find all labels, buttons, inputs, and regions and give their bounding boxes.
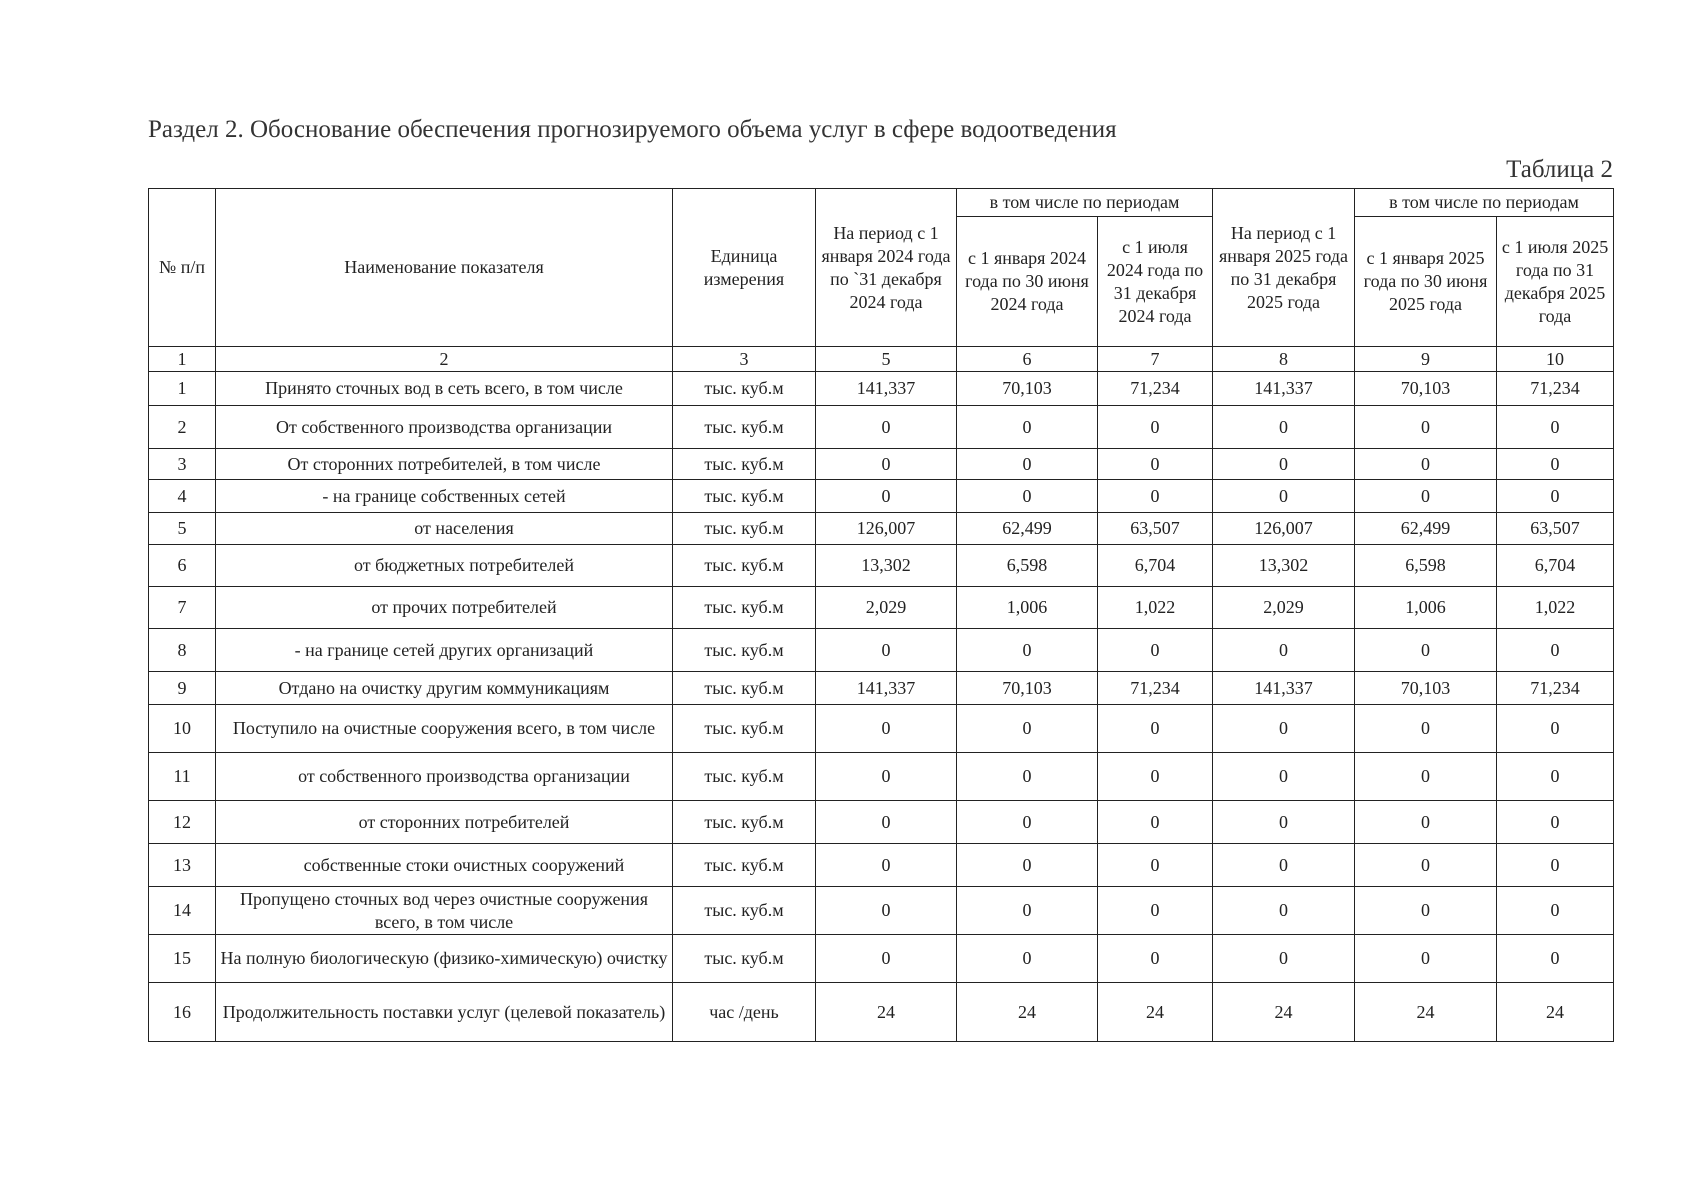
cell-h2-2024: 24 xyxy=(1098,983,1213,1042)
row-name: собственные стоки очистных сооружений xyxy=(216,844,673,887)
row-unit: тыс. куб.м xyxy=(673,587,816,629)
row-name: Отдано на очистку другим коммуникациям xyxy=(216,672,673,705)
row-name: - на границе сетей других организаций xyxy=(216,629,673,672)
cell-h2-2025: 0 xyxy=(1497,801,1614,844)
cell-h1-2025: 0 xyxy=(1355,887,1497,935)
cell-h2-2025: 0 xyxy=(1497,449,1614,480)
table-row xyxy=(149,545,1614,587)
cell-total-2024: 0 xyxy=(816,935,957,983)
row-unit: тыс. куб.м xyxy=(673,449,816,480)
header-h2-2024: с 1 июля 2024 года по 31 декабря 2024 года xyxy=(1098,217,1213,347)
row-name: от сторонних потребителей xyxy=(216,801,673,844)
col-index: 2 xyxy=(216,347,673,372)
row-name: От сторонних потребителей, в том числе xyxy=(216,449,673,480)
cell-total-2025: 141,337 xyxy=(1213,372,1355,406)
row-number: 6 xyxy=(149,545,216,587)
cell-h1-2025: 62,499 xyxy=(1355,513,1497,545)
cell-h1-2024: 0 xyxy=(957,887,1098,935)
header-period-2025: На период с 1 января 2025 года по 31 декабря 2025 года xyxy=(1213,189,1355,347)
col-index: 6 xyxy=(957,347,1098,372)
cell-h1-2025: 24 xyxy=(1355,983,1497,1042)
row-unit: тыс. куб.м xyxy=(673,801,816,844)
cell-h1-2025: 0 xyxy=(1355,406,1497,449)
cell-total-2024: 0 xyxy=(816,753,957,801)
col-index: 3 xyxy=(673,347,816,372)
cell-h2-2025: 0 xyxy=(1497,480,1614,513)
cell-h2-2024: 0 xyxy=(1098,801,1213,844)
row-number: 16 xyxy=(149,983,216,1042)
row-unit: тыс. куб.м xyxy=(673,705,816,753)
row-name: Поступило на очистные сооружения всего, в том числе xyxy=(216,705,673,753)
cell-h1-2025: 70,103 xyxy=(1355,672,1497,705)
table-row xyxy=(149,672,1614,705)
row-unit: тыс. куб.м xyxy=(673,513,816,545)
cell-total-2025: 2,029 xyxy=(1213,587,1355,629)
row-number: 11 xyxy=(149,753,216,801)
cell-h1-2024: 62,499 xyxy=(957,513,1098,545)
cell-total-2024: 0 xyxy=(816,705,957,753)
cell-h1-2024: 0 xyxy=(957,480,1098,513)
row-name: На полную биологическую (физико-химическую) очистку xyxy=(216,935,673,983)
cell-total-2025: 0 xyxy=(1213,801,1355,844)
table-row xyxy=(149,513,1614,545)
table-row xyxy=(149,983,1614,1042)
cell-h1-2024: 0 xyxy=(957,705,1098,753)
cell-h2-2024: 0 xyxy=(1098,753,1213,801)
cell-total-2025: 0 xyxy=(1213,629,1355,672)
header-h2-2025: с 1 июля 2025 года по 31 декабря 2025 года xyxy=(1497,217,1614,347)
row-unit: час /день xyxy=(673,983,816,1042)
cell-total-2025: 13,302 xyxy=(1213,545,1355,587)
cell-total-2024: 2,029 xyxy=(816,587,957,629)
cell-h1-2025: 0 xyxy=(1355,629,1497,672)
row-unit: тыс. куб.м xyxy=(673,372,816,406)
row-name: от прочих потребителей xyxy=(216,587,673,629)
row-number: 13 xyxy=(149,844,216,887)
col-index: 7 xyxy=(1098,347,1213,372)
cell-h1-2024: 0 xyxy=(957,629,1098,672)
cell-h1-2025: 0 xyxy=(1355,801,1497,844)
cell-h1-2024: 0 xyxy=(957,449,1098,480)
cell-h1-2025: 1,006 xyxy=(1355,587,1497,629)
cell-total-2024: 24 xyxy=(816,983,957,1042)
cell-h2-2025: 0 xyxy=(1497,887,1614,935)
cell-total-2024: 0 xyxy=(816,406,957,449)
column-index-row xyxy=(149,347,1614,372)
row-unit: тыс. куб.м xyxy=(673,844,816,887)
row-name: - на границе собственных сетей xyxy=(216,480,673,513)
row-unit: тыс. куб.м xyxy=(673,887,816,935)
cell-h1-2024: 0 xyxy=(957,753,1098,801)
cell-h2-2025: 0 xyxy=(1497,844,1614,887)
cell-total-2025: 0 xyxy=(1213,480,1355,513)
header-h1-2024: с 1 января 2024 года по 30 июня 2024 года xyxy=(957,217,1098,347)
cell-total-2025: 0 xyxy=(1213,935,1355,983)
table-row xyxy=(149,372,1614,406)
cell-h2-2024: 1,022 xyxy=(1098,587,1213,629)
cell-total-2024: 0 xyxy=(816,844,957,887)
cell-h1-2024: 70,103 xyxy=(957,372,1098,406)
header-period-2024: На период с 1 января 2024 года по `31 декабря 2024 года xyxy=(816,189,957,347)
header-h1-2025: с 1 января 2025 года по 30 июня 2025 года xyxy=(1355,217,1497,347)
cell-h1-2025: 0 xyxy=(1355,753,1497,801)
cell-h1-2025: 0 xyxy=(1355,705,1497,753)
row-name: от бюджетных потребителей xyxy=(216,545,673,587)
cell-h2-2024: 0 xyxy=(1098,935,1213,983)
cell-h2-2025: 71,234 xyxy=(1497,372,1614,406)
cell-h2-2024: 0 xyxy=(1098,406,1213,449)
row-unit: тыс. куб.м xyxy=(673,545,816,587)
cell-h1-2024: 0 xyxy=(957,801,1098,844)
cell-total-2025: 0 xyxy=(1213,705,1355,753)
cell-h1-2024: 70,103 xyxy=(957,672,1098,705)
row-number: 15 xyxy=(149,935,216,983)
cell-h2-2024: 71,234 xyxy=(1098,672,1213,705)
cell-h1-2025: 0 xyxy=(1355,480,1497,513)
row-number: 1 xyxy=(149,372,216,406)
row-name: Пропущено сточных вод через очистные сооружения всего, в том числе xyxy=(216,887,673,935)
row-unit: тыс. куб.м xyxy=(673,753,816,801)
header-group-2025: в том числе по периодам xyxy=(1355,189,1614,217)
row-number: 9 xyxy=(149,672,216,705)
table-row xyxy=(149,406,1614,449)
row-number: 4 xyxy=(149,480,216,513)
cell-total-2024: 141,337 xyxy=(816,372,957,406)
cell-total-2024: 141,337 xyxy=(816,672,957,705)
cell-h1-2024: 24 xyxy=(957,983,1098,1042)
row-name: от населения xyxy=(216,513,673,545)
header-group-2024: в том числе по периодам xyxy=(957,189,1213,217)
row-number: 10 xyxy=(149,705,216,753)
cell-h2-2025: 71,234 xyxy=(1497,672,1614,705)
table-row xyxy=(149,935,1614,983)
col-index: 10 xyxy=(1497,347,1614,372)
table-row xyxy=(149,887,1614,935)
cell-h2-2024: 0 xyxy=(1098,629,1213,672)
cell-total-2024: 0 xyxy=(816,887,957,935)
cell-h1-2025: 0 xyxy=(1355,844,1497,887)
row-number: 7 xyxy=(149,587,216,629)
cell-total-2025: 141,337 xyxy=(1213,672,1355,705)
cell-h2-2025: 6,704 xyxy=(1497,545,1614,587)
row-number: 2 xyxy=(149,406,216,449)
cell-h1-2025: 0 xyxy=(1355,935,1497,983)
table-row xyxy=(149,753,1614,801)
cell-total-2025: 24 xyxy=(1213,983,1355,1042)
cell-h1-2024: 0 xyxy=(957,406,1098,449)
cell-total-2024: 0 xyxy=(816,480,957,513)
row-name: Принято сточных вод в сеть всего, в том числе xyxy=(216,372,673,406)
row-unit: тыс. куб.м xyxy=(673,629,816,672)
cell-h1-2025: 0 xyxy=(1355,449,1497,480)
cell-total-2025: 0 xyxy=(1213,887,1355,935)
cell-total-2025: 0 xyxy=(1213,753,1355,801)
table-row xyxy=(149,449,1614,480)
row-name: Продолжительность поставки услуг (целевой показатель) xyxy=(216,983,673,1042)
col-index: 9 xyxy=(1355,347,1497,372)
cell-h1-2024: 1,006 xyxy=(957,587,1098,629)
cell-h2-2024: 0 xyxy=(1098,844,1213,887)
cell-h2-2025: 0 xyxy=(1497,935,1614,983)
forecast-table xyxy=(148,188,1614,1042)
cell-h2-2025: 0 xyxy=(1497,705,1614,753)
cell-h2-2025: 0 xyxy=(1497,629,1614,672)
row-name: от собственного производства организации xyxy=(216,753,673,801)
table-row xyxy=(149,705,1614,753)
cell-total-2024: 13,302 xyxy=(816,545,957,587)
cell-h2-2024: 6,704 xyxy=(1098,545,1213,587)
col-index: 1 xyxy=(149,347,216,372)
cell-h2-2024: 71,234 xyxy=(1098,372,1213,406)
cell-h1-2024: 6,598 xyxy=(957,545,1098,587)
cell-h2-2024: 63,507 xyxy=(1098,513,1213,545)
cell-h2-2024: 0 xyxy=(1098,887,1213,935)
cell-total-2025: 0 xyxy=(1213,844,1355,887)
cell-total-2024: 0 xyxy=(816,801,957,844)
row-number: 5 xyxy=(149,513,216,545)
row-number: 3 xyxy=(149,449,216,480)
row-number: 12 xyxy=(149,801,216,844)
page-title: Раздел 2. Обоснование обеспечения прогнозируемого объема услуг в сфере водоотведения xyxy=(148,116,1117,143)
cell-h1-2024: 0 xyxy=(957,935,1098,983)
cell-h2-2025: 1,022 xyxy=(1497,587,1614,629)
row-unit: тыс. куб.м xyxy=(673,672,816,705)
cell-h2-2024: 0 xyxy=(1098,449,1213,480)
cell-h2-2024: 0 xyxy=(1098,480,1213,513)
row-name: От собственного производства организации xyxy=(216,406,673,449)
cell-h1-2024: 0 xyxy=(957,844,1098,887)
cell-h1-2025: 70,103 xyxy=(1355,372,1497,406)
table-row xyxy=(149,629,1614,672)
col-index: 5 xyxy=(816,347,957,372)
cell-h1-2025: 6,598 xyxy=(1355,545,1497,587)
cell-h2-2024: 0 xyxy=(1098,705,1213,753)
table-row xyxy=(149,801,1614,844)
cell-total-2024: 0 xyxy=(816,449,957,480)
cell-total-2025: 126,007 xyxy=(1213,513,1355,545)
header-name: Наименование показателя xyxy=(216,189,673,347)
cell-h2-2025: 24 xyxy=(1497,983,1614,1042)
header-num: № п/п xyxy=(149,189,216,347)
cell-h2-2025: 0 xyxy=(1497,753,1614,801)
cell-h2-2025: 0 xyxy=(1497,406,1614,449)
row-unit: тыс. куб.м xyxy=(673,935,816,983)
table-caption: Таблица 2 xyxy=(1506,156,1613,183)
cell-h2-2025: 63,507 xyxy=(1497,513,1614,545)
col-index: 8 xyxy=(1213,347,1355,372)
cell-total-2025: 0 xyxy=(1213,406,1355,449)
header-unit: Единица измерения xyxy=(673,189,816,347)
row-unit: тыс. куб.м xyxy=(673,406,816,449)
cell-total-2024: 0 xyxy=(816,629,957,672)
row-number: 8 xyxy=(149,629,216,672)
row-unit: тыс. куб.м xyxy=(673,480,816,513)
cell-total-2024: 126,007 xyxy=(816,513,957,545)
table-row xyxy=(149,480,1614,513)
cell-total-2025: 0 xyxy=(1213,449,1355,480)
table-row xyxy=(149,587,1614,629)
table-row xyxy=(149,844,1614,887)
row-number: 14 xyxy=(149,887,216,935)
